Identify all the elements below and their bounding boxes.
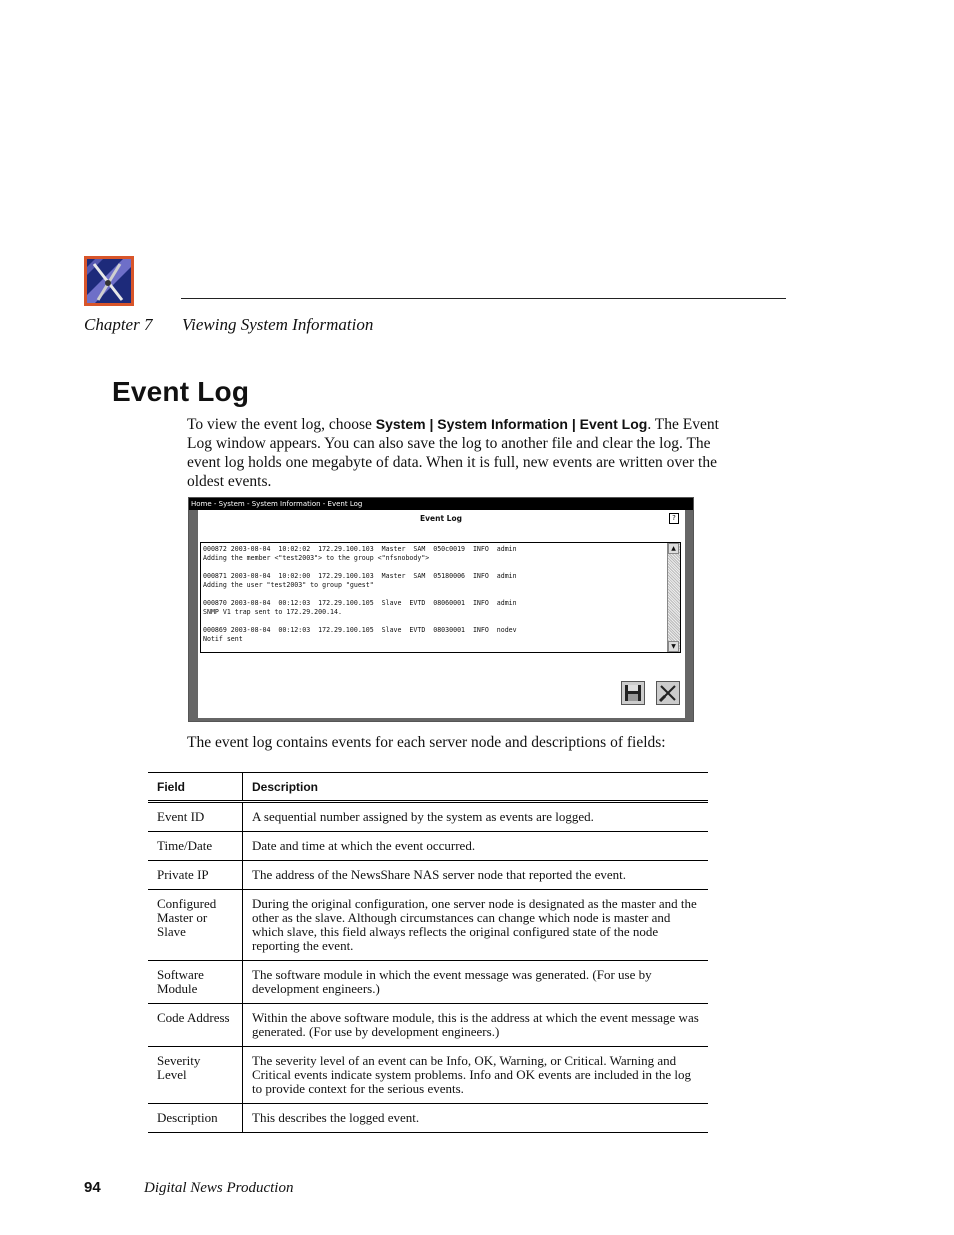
floppy-disk-icon xyxy=(622,682,644,704)
log-line: 000870 2003-08-04 00:12:03 172.29.100.105 Slave EVTD 08060001 INFO admin xyxy=(203,599,517,607)
table-row xyxy=(148,1047,708,1104)
clear-log-button[interactable] xyxy=(656,681,680,705)
fields-table xyxy=(148,772,708,1133)
table-row xyxy=(148,861,708,890)
field-name-cell: Private IP xyxy=(148,861,243,890)
breadcrumb[interactable]: Home - System - System Information - Event Log xyxy=(189,498,693,510)
scroll-up-icon[interactable]: ▲ xyxy=(668,543,679,554)
intro-text-after: . The Event Log window appears. You can also save the log to another file and clear the log. The event log holds one megabyte of data. When it is full, new events are written over the oldest events. xyxy=(187,416,719,490)
intro-text-before: To view the event log, choose xyxy=(187,416,376,433)
section-title: Event Log xyxy=(112,376,250,407)
table-row xyxy=(148,1004,708,1047)
log-line: Adding the member <"test2003"> to the group <"nfsnobody"> xyxy=(203,554,430,562)
log-line: Adding the user "test2003" to group "guest" xyxy=(203,581,374,589)
log-line: 000869 2003-08-04 00:12:03 172.29.100.105 Slave EVTD 08030001 INFO nodev xyxy=(203,626,517,634)
chapter-title: Viewing System Information xyxy=(182,315,374,334)
table-row xyxy=(148,802,708,832)
menu-path: System | System Information | Event Log xyxy=(375,416,648,432)
log-line xyxy=(203,617,666,626)
log-line xyxy=(203,590,666,599)
book-title: Digital News Production xyxy=(144,1180,294,1196)
window-frame-bottom xyxy=(189,718,693,721)
field-name-cell: Configured Master or Slave xyxy=(148,890,243,961)
column-header-description: Description xyxy=(243,773,709,802)
fields-table-body xyxy=(148,802,708,1133)
table-lead-in: The event log contains events for each server node and descriptions of fields: xyxy=(187,734,666,751)
field-description-cell: During the original configuration, one server node is designated as the master and the other as the slave. Although circumstances can change which node is master and which slave, this field always reflects the original configured state of the node reporting the event. xyxy=(243,890,709,961)
field-name-cell: Time/Date xyxy=(148,832,243,861)
page-footer xyxy=(84,1179,293,1197)
table-row xyxy=(148,961,708,1004)
field-name-cell: Code Address xyxy=(148,1004,243,1047)
event-log-screenshot xyxy=(188,497,694,722)
table-header-row xyxy=(148,773,708,802)
running-header xyxy=(84,315,373,335)
table-row xyxy=(148,832,708,861)
field-description-cell: Date and time at which the event occurred. xyxy=(243,832,709,861)
field-description-cell: A sequential number assigned by the system as events are logged. xyxy=(243,802,709,832)
chapter-number: Chapter 7 xyxy=(84,315,153,334)
log-lines xyxy=(203,545,666,644)
log-line: Notif sent xyxy=(203,635,243,643)
field-description-cell: The software module in which the event message was generated. (For use by development engineers.) xyxy=(243,961,709,1004)
window-frame-left xyxy=(189,510,198,721)
column-header-field: Field xyxy=(148,773,243,802)
film-scissors-logo-icon xyxy=(84,256,134,306)
page-number: 94 xyxy=(84,1179,101,1196)
log-line: 000872 2003-08-04 10:02:02 172.29.100.103 Master SAM 050c0019 INFO admin xyxy=(203,545,517,553)
broom-clear-icon xyxy=(657,682,679,704)
log-scrollbar[interactable] xyxy=(667,543,680,652)
field-name-cell: Severity Level xyxy=(148,1047,243,1104)
log-line: 000871 2003-08-04 10:02:00 172.29.100.103 Master SAM 05180006 INFO admin xyxy=(203,572,517,580)
log-line xyxy=(203,563,666,572)
table-row xyxy=(148,1104,708,1133)
field-name-cell: Event ID xyxy=(148,802,243,832)
table-row xyxy=(148,890,708,961)
log-line: SNMP V1 trap sent to 172.29.200.14. xyxy=(203,608,342,616)
field-description-cell: The address of the NewsShare NAS server node that reported the event. xyxy=(243,861,709,890)
field-description-cell: The severity level of an event can be Info, OK, Warning, or Critical. Warning and Critical events indicate system problems. Info and OK events are included in the log to provide context for the serious events. xyxy=(243,1047,709,1104)
field-description-cell: Within the above software module, this is the address at which the event message was generated. (For use by development engineers.) xyxy=(243,1004,709,1047)
window-title: Event Log xyxy=(420,514,462,523)
field-description-cell: This describes the logged event. xyxy=(243,1104,709,1133)
scroll-down-icon[interactable]: ▼ xyxy=(668,641,679,652)
help-icon[interactable]: ? xyxy=(669,513,679,524)
field-name-cell: Software Module xyxy=(148,961,243,1004)
header-rule xyxy=(181,298,786,299)
field-name-cell: Description xyxy=(148,1104,243,1133)
intro-paragraph xyxy=(187,415,727,491)
event-log-textarea[interactable] xyxy=(200,542,681,653)
save-log-button[interactable] xyxy=(621,681,645,705)
window-frame-right xyxy=(685,510,693,721)
